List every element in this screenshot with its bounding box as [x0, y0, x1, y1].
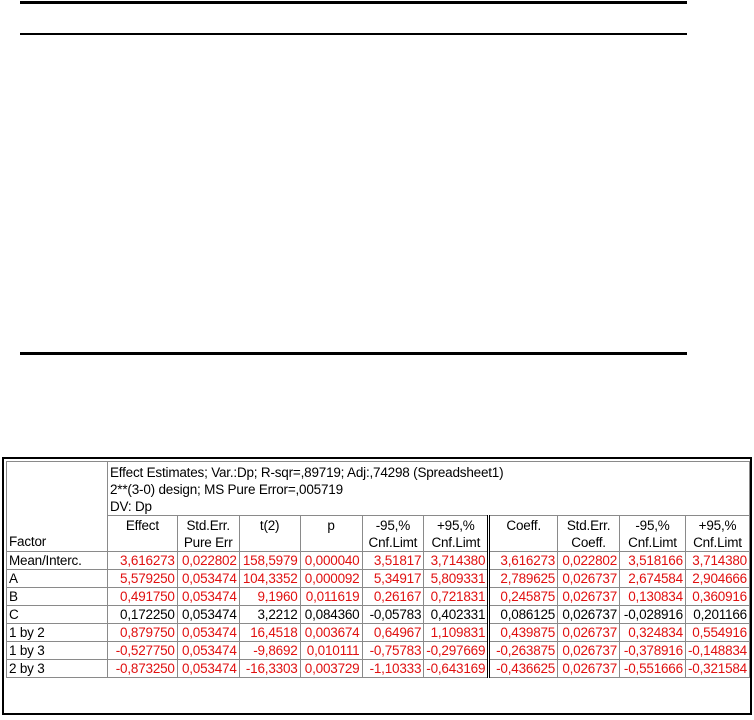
table-cell: 104,3352 — [239, 570, 300, 588]
table-cell: 3,518166 — [620, 552, 686, 570]
column-header-9 — [620, 516, 686, 552]
factor-header-cell — [7, 462, 108, 552]
column-header-line: Effect — [125, 518, 159, 533]
table-row — [7, 552, 750, 570]
column-header-2 — [177, 516, 239, 552]
table-row — [7, 660, 750, 678]
factor-header: Factor — [9, 534, 47, 549]
table-cell: -1,10333 — [362, 660, 424, 678]
column-header-line — [242, 534, 298, 551]
table-cell: 0,26167 — [362, 588, 424, 606]
column-header-line: Cnf.Limt — [431, 535, 481, 550]
row-label: Mean/Interc. — [7, 552, 108, 570]
top-rule — [20, 1, 687, 4]
table-cell: 0,324834 — [620, 624, 686, 642]
table-cell: -0,75783 — [362, 642, 424, 660]
column-header-line — [110, 534, 175, 551]
table-cell: 0,000092 — [300, 570, 362, 588]
table-cell: 1,109831 — [424, 624, 489, 642]
table-cell: 2,789625 — [489, 570, 558, 588]
column-header-8 — [558, 516, 620, 552]
table-cell: 0,053474 — [177, 660, 239, 678]
row-label: 1 by 3 — [7, 642, 108, 660]
column-header-line: p — [327, 518, 335, 533]
table-cell: 3,714380 — [424, 552, 489, 570]
column-header-5 — [362, 516, 424, 552]
table-cell: 0,053474 — [177, 624, 239, 642]
column-header-7 — [489, 516, 558, 552]
table-cell: 0,130834 — [620, 588, 686, 606]
table-cell: 0,010111 — [300, 642, 362, 660]
column-header-line: Coeff. — [571, 535, 606, 550]
column-header-line: +95,% — [436, 518, 475, 533]
table-cell: 0,554916 — [685, 624, 749, 642]
table-cell: 3,616273 — [108, 552, 178, 570]
table-cell: 0,026737 — [558, 624, 620, 642]
title-line-2: 2**(3-0) design; MS Pure Error=,005719 — [110, 482, 343, 497]
column-header-line — [492, 534, 555, 551]
title-line-3: DV: Dp — [110, 499, 152, 514]
column-header-line: t(2) — [259, 518, 280, 533]
table-cell: 2,904666 — [685, 570, 749, 588]
table-cell: 0,879750 — [108, 624, 178, 642]
column-header-line: Cnf.Limt — [628, 535, 677, 550]
table-cell: -0,297669 — [424, 642, 489, 660]
table-cell: 0,022802 — [177, 552, 239, 570]
column-header-1 — [108, 516, 178, 552]
column-header-line: Cnf.Limt — [693, 535, 742, 550]
table-cell: 0,011619 — [300, 588, 362, 606]
title-row — [7, 462, 750, 516]
table-cell: 0,053474 — [177, 642, 239, 660]
row-label: C — [7, 606, 108, 624]
table-cell: 0,026737 — [558, 660, 620, 678]
row-label: B — [7, 588, 108, 606]
table-cell: 16,4518 — [239, 624, 300, 642]
table-cell: 0,026737 — [558, 570, 620, 588]
table-cell: -0,436625 — [489, 660, 558, 678]
table-cell: 0,003729 — [300, 660, 362, 678]
header-rule — [20, 33, 687, 35]
table-cell: 0,053474 — [177, 606, 239, 624]
bottom-rule — [20, 352, 687, 355]
table-row — [7, 588, 750, 606]
column-header-line: -95,% — [375, 518, 411, 533]
column-header-row — [7, 516, 750, 552]
column-header-line: Std.Err. — [186, 518, 230, 533]
table-cell: 2,674584 — [620, 570, 686, 588]
effect-estimates-table — [6, 461, 750, 678]
table-cell: 0,022802 — [558, 552, 620, 570]
table-cell: 9,1960 — [239, 588, 300, 606]
table-cell: 0,000040 — [300, 552, 362, 570]
table-row — [7, 570, 750, 588]
table-cell: 0,201166 — [685, 606, 749, 624]
table-cell: 3,51817 — [362, 552, 424, 570]
table-cell: -0,527750 — [108, 642, 178, 660]
table-cell: -9,8692 — [239, 642, 300, 660]
table-cell: 5,579250 — [108, 570, 178, 588]
table-cell: 0,026737 — [558, 606, 620, 624]
table-cell: 3,714380 — [685, 552, 749, 570]
column-header-line — [303, 534, 360, 551]
table-cell: 0,172250 — [108, 606, 178, 624]
table-cell: -0,551666 — [620, 660, 686, 678]
table-cell: 5,809331 — [424, 570, 489, 588]
table-cell: -0,643169 — [424, 660, 489, 678]
table-cell: -0,05783 — [362, 606, 424, 624]
table-cell: 0,402331 — [424, 606, 489, 624]
table-cell: 0,360916 — [685, 588, 749, 606]
table-cell: 0,491750 — [108, 588, 178, 606]
table-cell: -16,3303 — [239, 660, 300, 678]
table-cell: 0,003674 — [300, 624, 362, 642]
table-cell: -0,378916 — [620, 642, 686, 660]
table-cell: 3,2212 — [239, 606, 300, 624]
column-header-10 — [685, 516, 749, 552]
table-row — [7, 624, 750, 642]
table-cell: 0,64967 — [362, 624, 424, 642]
table-cell: -0,028916 — [620, 606, 686, 624]
column-header-line: +95,% — [698, 518, 737, 533]
table-cell: 0,245875 — [489, 588, 558, 606]
table-cell: -0,873250 — [108, 660, 178, 678]
column-header-line: Coeff. — [506, 518, 541, 533]
column-header-line: Cnf.Limt — [368, 535, 418, 550]
table-cell: 0,026737 — [558, 588, 620, 606]
table-cell: -0,263875 — [489, 642, 558, 660]
table-cell: 5,34917 — [362, 570, 424, 588]
table-cell: 3,616273 — [489, 552, 558, 570]
table-cell: 0,439875 — [489, 624, 558, 642]
row-label: A — [7, 570, 108, 588]
table-row — [7, 642, 750, 660]
table-cell: -0,321584 — [685, 660, 749, 678]
row-label: 2 by 3 — [7, 660, 108, 678]
column-header-line: Std.Err. — [566, 518, 611, 533]
column-header-line: Pure Err — [183, 535, 233, 550]
column-header-4 — [300, 516, 362, 552]
row-label: 1 by 2 — [7, 624, 108, 642]
table-cell: 0,084360 — [300, 606, 362, 624]
effect-estimates-spreadsheet — [2, 457, 752, 715]
table-cell: 0,053474 — [177, 588, 239, 606]
table-cell: 0,026737 — [558, 642, 620, 660]
table-cell: 158,5979 — [239, 552, 300, 570]
table-cell: 0,721831 — [424, 588, 489, 606]
title-line-1: Effect Estimates; Var.:Dp; R-sqr=,89719; Adj:,74298 (Spreadsheet1) — [110, 465, 504, 480]
table-cell: 0,086125 — [489, 606, 558, 624]
column-header-6 — [424, 516, 489, 552]
column-header-line: -95,% — [635, 518, 670, 533]
title-cell — [108, 462, 750, 516]
table-cell: -0,148834 — [685, 642, 749, 660]
table-cell: 0,053474 — [177, 570, 239, 588]
table-row — [7, 606, 750, 624]
column-header-3 — [239, 516, 300, 552]
